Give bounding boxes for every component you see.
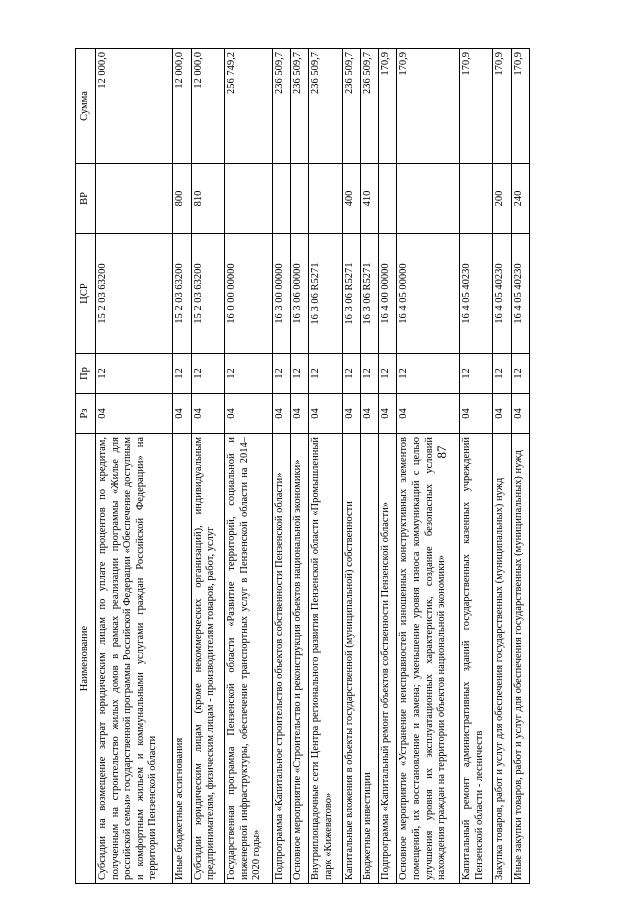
cell-vr: 400 (342, 164, 360, 234)
rotated-table-container (75, 49, 530, 884)
cell-csr: 16 3 06 R5271 (342, 234, 360, 354)
cell-vr: 240 (511, 164, 529, 234)
cell-pr: 12 (397, 354, 460, 394)
cell-name: Иные бюджетные ассигнования (173, 434, 191, 884)
cell-sum: 12 000,0 (191, 49, 224, 164)
cell-pr: 12 (511, 354, 529, 394)
header-csr: ЦСР (76, 234, 96, 354)
table-row (173, 49, 191, 884)
cell-vr (460, 164, 493, 234)
cell-sum: 236 509,7 (291, 49, 309, 164)
cell-csr: 16 4 05 40230 (511, 234, 529, 354)
cell-rz: 04 (272, 394, 290, 434)
table-row (379, 49, 397, 884)
cell-pr: 12 (96, 354, 173, 394)
cell-vr (379, 164, 397, 234)
cell-rz: 04 (96, 394, 173, 434)
cell-pr: 12 (309, 354, 342, 394)
table-row (360, 49, 378, 884)
cell-sum: 170,9 (379, 49, 397, 164)
cell-name: Основное мероприятие «Устранение неисправностей изношенных конструктивных элементов помещений, их восстановление и замена; уменьшение уровня износа коммуникаций с целью улучшения уровня их эксплуатационных характеристик, создание безопасных условий нахождения граждан на территории объектов национальной экономики» (397, 434, 460, 884)
cell-csr: 16 4 05 40230 (460, 234, 493, 354)
cell-sum: 236 509,7 (272, 49, 290, 164)
cell-name: Субсидии юридическим лицам (кроме некоммерческих организаций), индивидуальным предпринимателям, физическим лицам - производителям товаров, работ, услуг (191, 434, 224, 884)
cell-rz: 04 (511, 394, 529, 434)
cell-sum: 170,9 (460, 49, 493, 164)
cell-vr: 410 (360, 164, 378, 234)
cell-name: Капитальный ремонт административных зданий государственных казенных учреждений Пензенской области - лесничеств (460, 434, 493, 884)
cell-sum: 170,9 (397, 49, 460, 164)
cell-rz: 04 (173, 394, 191, 434)
table-row (224, 49, 272, 884)
table-row (511, 49, 529, 884)
cell-pr: 12 (191, 354, 224, 394)
cell-vr: 200 (493, 164, 511, 234)
cell-sum: 256 749,2 (224, 49, 272, 164)
header-rz: Рз (76, 394, 96, 434)
cell-name: Иные закупки товаров, работ и услуг для обеспечения государственных (муниципальных) нужд (511, 434, 529, 884)
cell-vr (224, 164, 272, 234)
header-sum: Сумма (76, 49, 96, 164)
cell-sum: 12 000,0 (173, 49, 191, 164)
cell-vr (96, 164, 173, 234)
cell-name: Подпрограмма «Капитальный ремонт объектов собственности Пензенской области» (379, 434, 397, 884)
cell-csr: 16 0 00 00000 (224, 234, 272, 354)
cell-rz: 04 (397, 394, 460, 434)
cell-name: Бюджетные инвестиции (360, 434, 378, 884)
cell-sum: 236 509,7 (309, 49, 342, 164)
cell-rz: 04 (460, 394, 493, 434)
cell-sum: 236 509,7 (342, 49, 360, 164)
cell-rz: 04 (291, 394, 309, 434)
table-row (493, 49, 511, 884)
cell-name: Субсидии на возмещение затрат юридическим лицам по уплате процентов по кредитам, полученным на строительство жилых домов в рамках реализации программы «Жилье для российской семьи» государственной программы Российской Федерации «Обеспечение доступным и комфортным жильем и коммунальными услугами граждан Российской Федерации» на территории Пензенской области (96, 434, 173, 884)
cell-name: Основное мероприятие «Строительство и реконструкция объектов национальной экономики» (291, 434, 309, 884)
cell-name: Подпрограмма «Капитальное строительство объектов собственности Пензенской области» (272, 434, 290, 884)
cell-sum: 236 509,7 (360, 49, 378, 164)
cell-csr: 15 2 03 63200 (173, 234, 191, 354)
table-row (342, 49, 360, 884)
cell-csr: 16 4 05 40230 (493, 234, 511, 354)
cell-vr (397, 164, 460, 234)
cell-sum: 170,9 (511, 49, 529, 164)
cell-rz: 04 (342, 394, 360, 434)
cell-pr: 12 (291, 354, 309, 394)
table-body (96, 49, 530, 884)
cell-rz: 04 (493, 394, 511, 434)
cell-rz: 04 (191, 394, 224, 434)
cell-csr: 15 2 03 63200 (191, 234, 224, 354)
table-row (191, 49, 224, 884)
page-number: 87 (434, 445, 449, 459)
cell-csr: 16 3 00 00000 (272, 234, 290, 354)
header-pr: Пр (76, 354, 96, 394)
cell-rz: 04 (360, 394, 378, 434)
table-header-row (76, 49, 96, 884)
cell-rz: 04 (309, 394, 342, 434)
cell-name: Внутриплощадочные сети Центра регионального развития Пензенской области «Промышленный парк «Кижеватово» (309, 434, 342, 884)
table-row (96, 49, 173, 884)
budget-table (75, 48, 530, 884)
cell-csr: 16 4 00 00000 (379, 234, 397, 354)
cell-name: Закупка товаров, работ и услуг для обеспечения государственных (муниципальных) нужд (493, 434, 511, 884)
cell-csr: 16 3 06 R5271 (360, 234, 378, 354)
cell-pr: 12 (379, 354, 397, 394)
cell-rz: 04 (379, 394, 397, 434)
cell-vr: 810 (191, 164, 224, 234)
cell-pr: 12 (493, 354, 511, 394)
cell-vr (309, 164, 342, 234)
table-row (309, 49, 342, 884)
cell-name: Государственная программа Пензенской области «Развитие территорий, социальной и инженерной инфраструктуры, обеспечение транспортных услуг в Пензенской области на 2014–2020 годы» (224, 434, 272, 884)
cell-vr (272, 164, 290, 234)
table-row (460, 49, 493, 884)
cell-vr: 800 (173, 164, 191, 234)
cell-pr: 12 (224, 354, 272, 394)
table-row (397, 49, 460, 884)
cell-name: Капитальные вложения в объекты государственной (муниципальной) собственности (342, 434, 360, 884)
header-vr: ВР (76, 164, 96, 234)
cell-pr: 12 (272, 354, 290, 394)
cell-csr: 16 3 06 00000 (291, 234, 309, 354)
cell-pr: 12 (173, 354, 191, 394)
table-row (291, 49, 309, 884)
header-name: Наименование (76, 434, 96, 884)
cell-pr: 12 (460, 354, 493, 394)
cell-vr (291, 164, 309, 234)
cell-csr: 15 2 03 63200 (96, 234, 173, 354)
table-row (272, 49, 290, 884)
cell-sum: 170,9 (493, 49, 511, 164)
cell-pr: 12 (342, 354, 360, 394)
cell-rz: 04 (224, 394, 272, 434)
cell-pr: 12 (360, 354, 378, 394)
cell-csr: 16 4 05 00000 (397, 234, 460, 354)
cell-sum: 12 000,0 (96, 49, 173, 164)
cell-csr: 16 3 06 R5271 (309, 234, 342, 354)
